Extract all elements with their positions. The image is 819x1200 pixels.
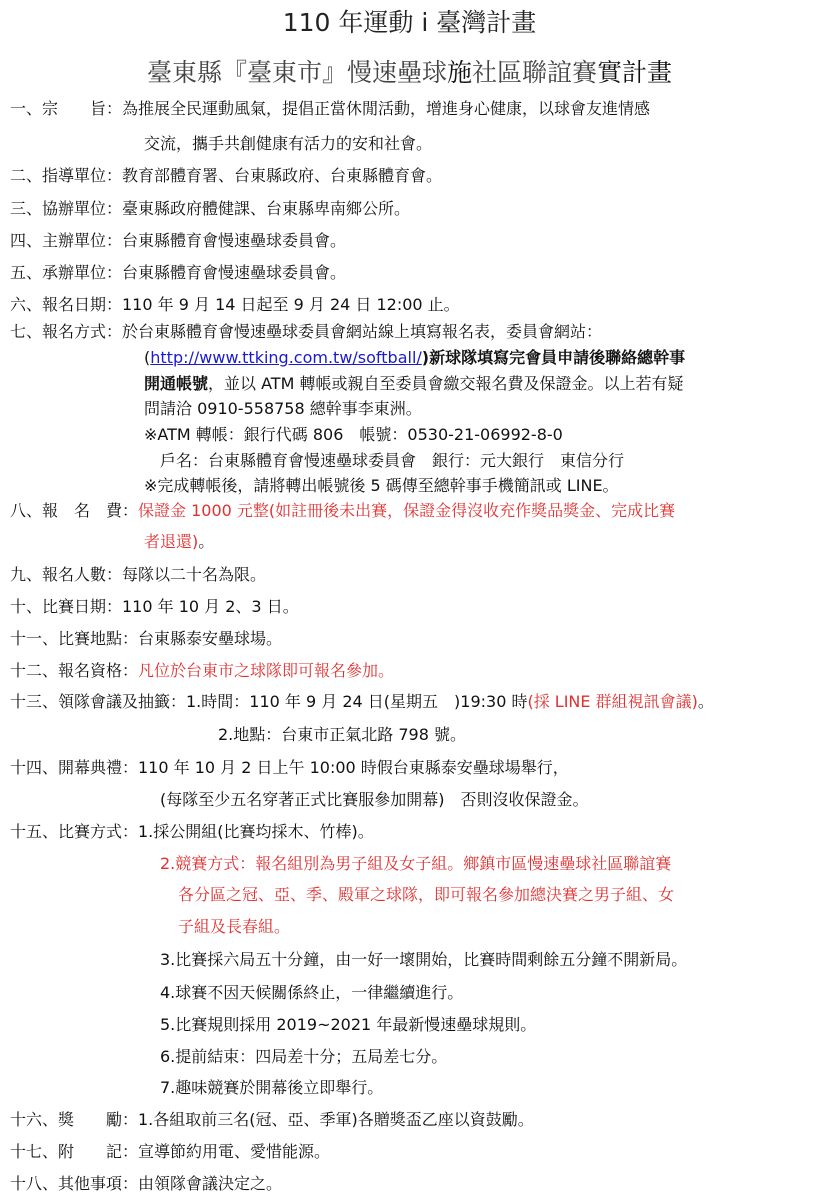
section-eligibility-label: 十二、報名資格： (10, 661, 139, 680)
section-purpose-label: 一、宗 旨： (10, 99, 123, 118)
meeting-location: 2.地點：台東市正氣北路 798 號。 (218, 725, 466, 744)
document-title: 110 年運動 i 臺灣計畫 (282, 8, 537, 37)
section-guidance: 二、指導單位：教育部體育署、台東縣政府、台東縣體育會。 (10, 166, 443, 185)
rule-rulebook: 5.比賽規則採用 2019~2021 年最新慢速壘球規則。 (160, 1015, 537, 1034)
meeting-mode: (採 LINE 群組視訊會議) (527, 692, 698, 711)
subtitle-part-1: 臺東縣『臺東市』慢速壘球 (146, 58, 447, 87)
section-notes: 十七、附 記：宣導節約用電、愛惜能源。 (10, 1142, 331, 1161)
section-fee-cont (144, 530, 214, 554)
subtitle-part-2: 施 (446, 58, 472, 87)
registration-url-line (144, 346, 685, 370)
section-fee (10, 499, 675, 523)
section-leader-meeting (10, 690, 714, 714)
section-match-format: 十五、比賽方式：1.採公開組(比賽均採木、竹棒)。 (10, 822, 374, 841)
section-registration-method: 七、報名方式：於台東縣體育會慢速壘球委員會網站線上填寫報名表，委員會網站： (10, 322, 603, 341)
subtitle-part-4: 實計畫 (597, 58, 673, 87)
fee-end: 。 (198, 532, 215, 551)
deposit-refund-text: 者退還) (144, 532, 199, 551)
document-subtitle (0, 55, 819, 91)
competition-format: 2.競賽方式：報名組別為男子組及女子組。鄉鎮市區慢速壘球社區聯誼賽 (160, 854, 672, 873)
competition-format-end: 子組及長春組。 (178, 917, 291, 936)
paren-open: ( (144, 348, 151, 367)
account-name: 戶名：台東縣體育會慢速壘球委員會 銀行：元大銀行 東信分行 (160, 451, 625, 470)
eligibility-text: 凡位於台東市之球隊即可報名參加。 (138, 661, 395, 680)
section-match-date: 十、比賽日期：110 年 10 月 2、3 日。 (10, 597, 299, 616)
rule-mercy: 6.提前結束：四局差十分；五局差七分。 (160, 1047, 448, 1066)
transfer-note: ※完成轉帳後，請將轉出帳號後 5 碼傳至總幹事手機簡訊或 LINE。 (144, 476, 619, 495)
meeting-end: 。 (697, 692, 714, 711)
website-link[interactable]: http://www.ttking.com.tw/softball/ (150, 348, 422, 367)
section-organizer: 四、主辦單位：台東縣體育會慢速壘球委員會。 (10, 231, 347, 250)
meeting-time: 十三、領隊會議及抽籤：1.時間：110 年 9 月 24 日(星期五 )19:30 時 (10, 692, 528, 711)
section-opening-ceremony: 十四、開幕典禮：110 年 10 月 2 日上午 10:00 時假台東縣泰安壘球場舉行， (10, 758, 569, 777)
subtitle-part-3: 社區聯誼賽 (472, 58, 598, 87)
section-purpose (10, 97, 650, 121)
section-purpose-cont: 交流，攜手共創健康有活力的安和社會。 (144, 134, 433, 153)
section-awards: 十六、獎 勵：1.各組取前三名(冠、亞、季軍)各贈獎盃乙座以資鼓勵。 (10, 1110, 534, 1129)
opening-ceremony-note: (每隊至少五名穿著正式比賽服參加開幕) 否則沒收保證金。 (160, 790, 589, 809)
section-purpose-text: 為推展全民運動風氣，提倡正當休閒活動，增進身心健康，以球會友進情感 (122, 99, 651, 118)
section-other: 十八、其他事項：由領隊會議決定之。 (10, 1174, 283, 1193)
registration-method-line3-rest: ，並以 ATM 轉帳或親自至委員會繳交報名費及保證金。以上若有疑 (208, 374, 684, 393)
section-eligibility (10, 659, 394, 683)
registration-url-note: )新球隊填寫完會員申請後聯絡總幹事 (421, 348, 686, 367)
section-fee-label: 八、報 名 費： (10, 501, 139, 520)
contact-line: 問請洽 0910-558758 總幹事李東洲。 (144, 399, 422, 418)
section-registration-date: 六、報名日期：110 年 9 月 14 日起至 9 月 24 日 12:00 止。 (10, 295, 460, 314)
section-executor: 五、承辦單位：台東縣體育會慢速壘球委員會。 (10, 263, 347, 282)
rule-game-length: 3.比賽採六局五十分鐘，由一好一壞開始，比賽時間剩餘五分鐘不開新局。 (160, 950, 688, 969)
competition-format-cont: 各分區之冠、亞、季、殿軍之球隊，即可報名參加總決賽之男子組、女 (178, 885, 675, 904)
open-account-text: 開通帳號 (144, 374, 209, 393)
section-team-size: 九、報名人數：每隊以二十名為限。 (10, 565, 267, 584)
registration-method-line3 (144, 372, 683, 396)
deposit-text: 保證金 1000 元整(如註冊後未出賽，保證金得沒收充作獎品獎金、完成比賽 (138, 501, 676, 520)
section-venue: 十一、比賽地點：台東縣泰安壘球場。 (10, 629, 283, 648)
section-co-organizer: 三、協辦單位：臺東縣政府體健課、台東縣卑南鄉公所。 (10, 199, 411, 218)
rule-fun-games: 7.趣味競賽於開幕後立即舉行。 (160, 1078, 384, 1097)
rule-weather: 4.球賽不因天候關係終止，一律繼續進行。 (160, 983, 464, 1002)
atm-info: ※ATM 轉帳：銀行代碼 806 帳號：0530-21-06992-8-0 (144, 425, 563, 444)
